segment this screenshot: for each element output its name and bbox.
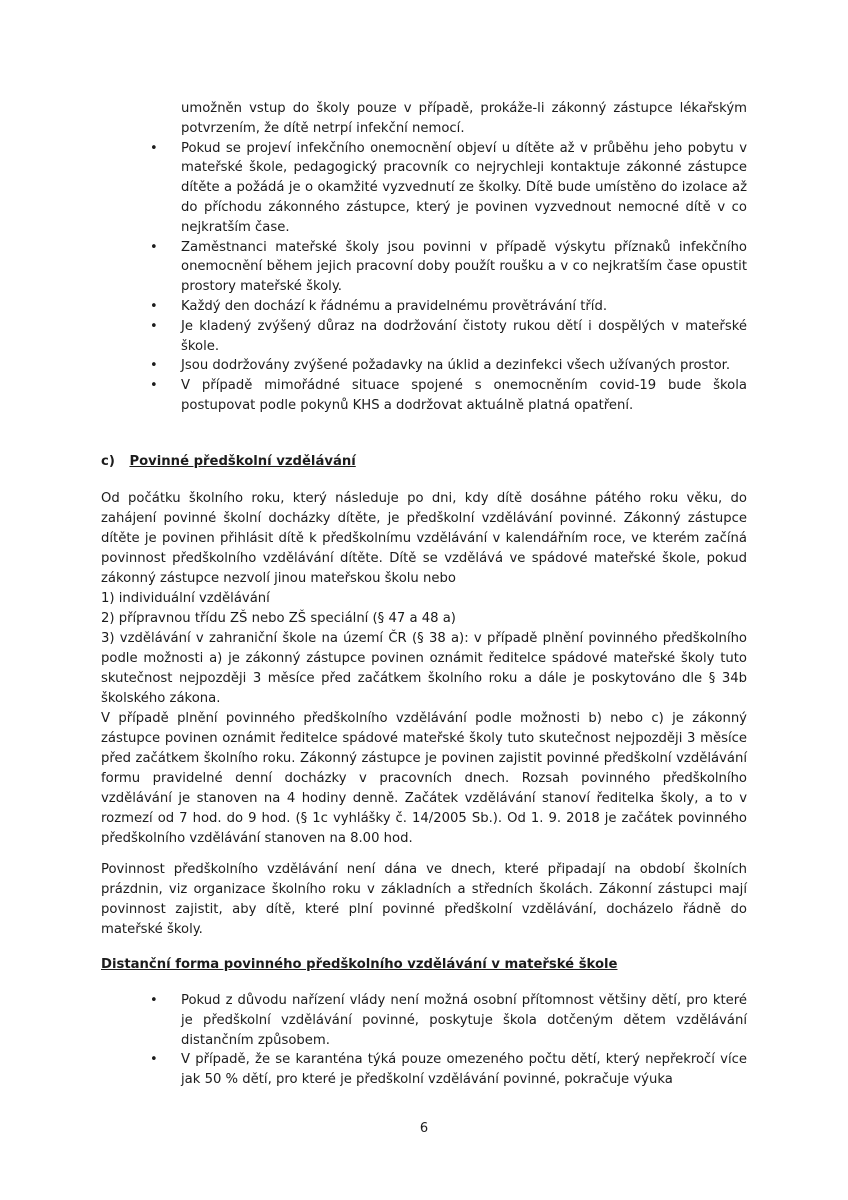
bullet-list-distance <box>101 991 747 1090</box>
bullet-icon: • <box>150 318 158 334</box>
bullet-icon: • <box>150 140 158 156</box>
list-item <box>101 297 747 317</box>
list-item-text: Je kladený zvýšený důraz na dodržování čistoty rukou dětí i dospělých v mateřské škole. <box>181 318 747 354</box>
list-item-text: Pokud se projeví infekčního onemocnění objeví u dítěte až v průběhu jeho pobytu v mateřské škole, pedagogický pracovník co nejrychleji kontaktuje zákonné zástupce dítěte a požádá je o okamžité vyzvednutí ze školky. Dítě bude umístěno do izolace až do příchodu zákonného zástupce, který je povinen vyzvednout nemocné dítě v co nejkratším čase. <box>181 140 747 235</box>
bullet-icon: • <box>150 358 158 374</box>
list-item-text: Jsou dodržovány zvýšené požadavky na úklid a dezinfekci všech užívaných prostor. <box>181 358 731 374</box>
bullet-icon: • <box>150 378 158 394</box>
list-item <box>101 376 747 416</box>
section-heading-c <box>101 452 356 472</box>
list-item-text: Každý den dochází k řádnému a pravidelnému provětrávání tříd. <box>181 298 608 314</box>
list-item <box>101 99 747 139</box>
list-item-text: V případě, že se karanténa týká pouze omezeného počtu dětí, který nepřekročí více jak 50 % dětí, pro které je předškolní vzdělávání povinné, pokračuje výuka <box>181 1052 747 1088</box>
list-item-text: V případě mimořádné situace spojené s onemocněním covid-19 bude škola postupovat podle pokynů KHS a dodržovat aktuálně platná opatření. <box>181 378 747 413</box>
paragraph-line: 3) vzdělávání v zahraniční škole na území ČR (§ 38 a): v případě plnění povinného předškolního podle možnosti a) je zákonný zástupce povinen oznámit ředitelce spádové mateřské školy tuto skutečnost nejpozději 3 měsíce před začátkem školního roku a dále je poskytováno dle § 34b školského zákona. <box>101 631 747 706</box>
section-letter: c) <box>101 454 115 469</box>
list-item <box>101 139 747 238</box>
list-item <box>101 317 747 357</box>
paragraph-line: 1) individuální vzdělávání <box>101 591 270 606</box>
list-item <box>101 238 747 297</box>
paragraph-line: V případě plnění povinného předškolního vzdělávání podle možnosti b) nebo c) je zákonný zástupce povinen oznámit ředitelce spádové mateřské školy tuto skutečnost nejpozději 3 měsíce před začátkem školního roku. Zákonný zástupce je povinen zajistit povinné předškolní vzdělávání formu pravidelné denní docházky v pracovních dnech. Rozsah povinného předškolního vzdělávání je stanoven na 4 hodiny denně. Začátek vzdělávání stanoví ředitelka školy, a to v rozmezí od 7 hod. do 9 hod. (§ 1c vyhlášky č. 14/2005 Sb.). Od 1. 9. 2018 je začátek povinného předškolního vzdělávání stanoven na 8.00 hod. <box>101 711 747 846</box>
list-item-text: Zaměstnanci mateřské školy jsou povinni v případě výskytu příznaků infekčního onemocnění během jejich pracovní doby použít roušku a v co nejkratším čase opustit prostory mateřské školy. <box>181 239 747 295</box>
bullet-icon: • <box>150 239 158 255</box>
list-item <box>101 991 747 1050</box>
list-item <box>101 356 747 376</box>
list-item-text: Pokud z důvodu nařízení vlády není možná osobní přítomnost většiny dětí, pro které je předškolní vzdělávání povinné, poskytuje škola dotčeným dětem vzdělávání distančním způsobem. <box>181 993 747 1048</box>
paragraph-line: Od počátku školního roku, který následuje po dni, kdy dítě dosáhne pátého roku věku, do zahájení povinné školní docházky dítěte, je předškolní vzdělávání povinné. Zákonný zástupce dítěte je povinen přihlásit dítě k předškolnímu vzdělávání v kalendářním roce, ve kterém začíná povinnost předškolního vzdělávání dítěte. Dítě se vzdělává ve spádové mateřské škole, pokud zákonný zástupce nezvolí jinou mateřskou školu nebo <box>101 491 747 586</box>
bullet-icon: • <box>150 298 158 314</box>
bullet-icon: • <box>150 993 158 1008</box>
list-item <box>101 1050 747 1090</box>
compulsory-education-paragraph <box>101 489 747 849</box>
bullet-list-hygiene <box>101 99 747 416</box>
section-title: Povinné předškolní vzdělávání <box>129 454 356 469</box>
distance-education-heading: Distanční forma povinného předškolního vzdělávání v mateřské škole <box>101 957 618 972</box>
list-item-text: umožněn vstup do školy pouze v případě, prokáže-li zákonný zástupce lékařským potvrzením, že dítě netrpí infekční nemocí. <box>181 101 747 136</box>
paragraph-line: 2) přípravnou třídu ZŠ nebo ZŠ speciální (§ 47 a 48 a) <box>101 611 456 626</box>
bullet-icon: • <box>150 1052 158 1068</box>
holidays-paragraph: Povinnost předškolního vzdělávání není dána ve dnech, které připadají na období školních prázdnin, viz organizace školního roku v základních a středních školách. Zákonní zástupci mají povinnost zajistit, aby dítě, které plní povinné předškolní vzdělávání, docházelo řádně do mateřské školy. <box>101 862 747 937</box>
page-number: 6 <box>419 1121 429 1136</box>
